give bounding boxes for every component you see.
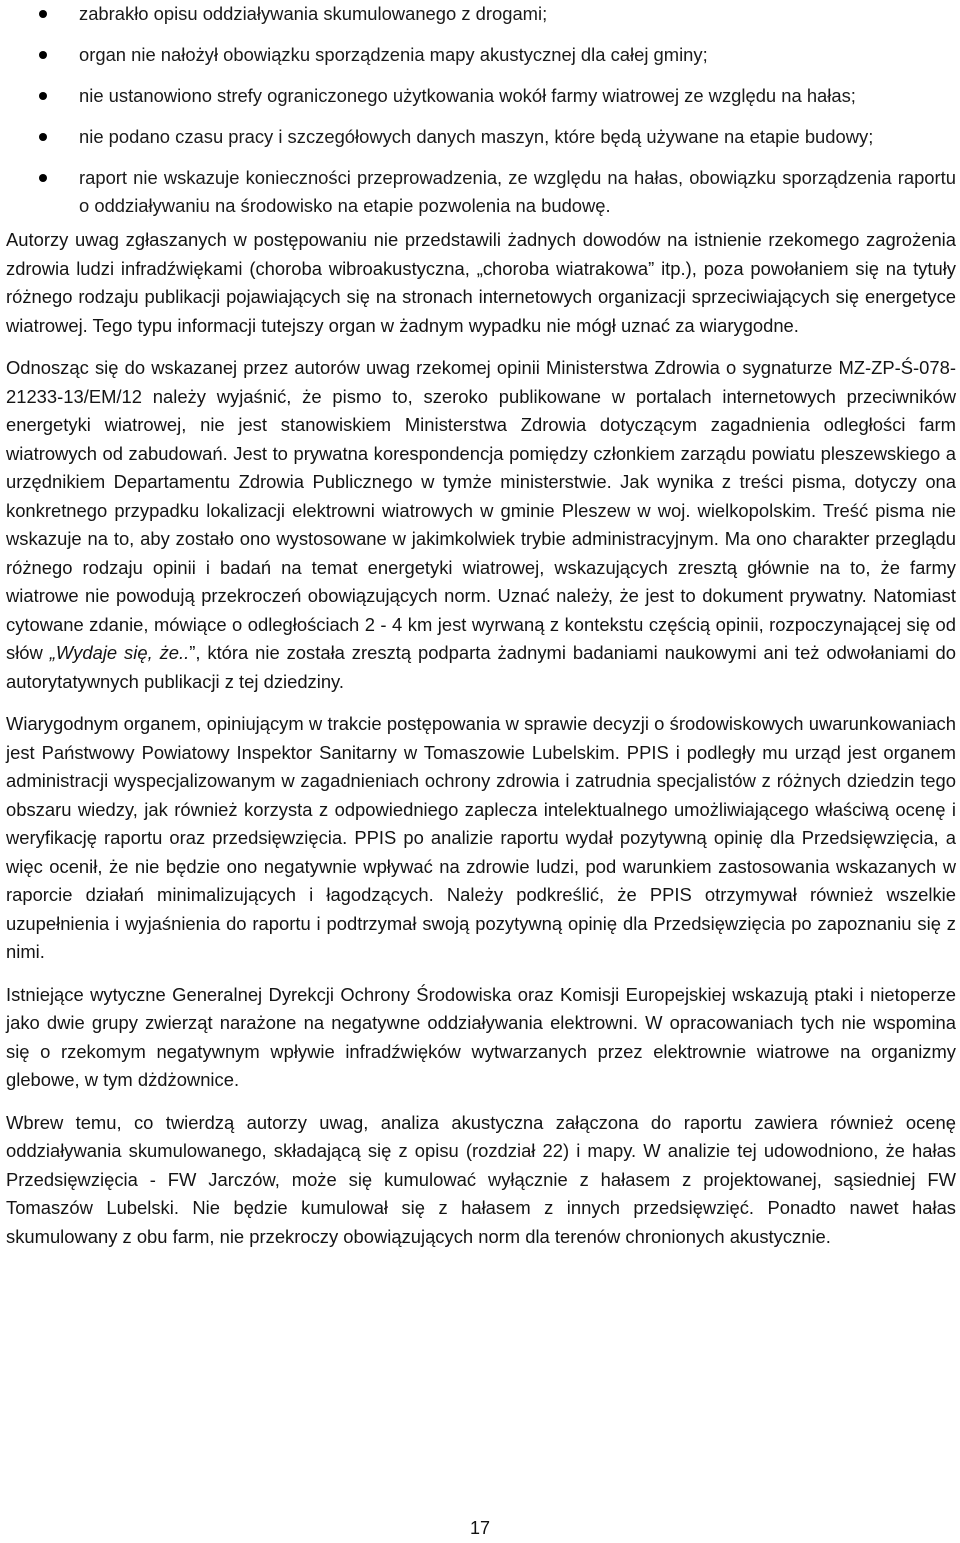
paragraph-guidelines: Istniejące wytyczne Generalnej Dyrekcji Ochrony Środowiska oraz Komisji Europejskiej wskazują ptaki i nietoperze jako dwie grupy zwierząt narażone na negatywne oddziaływania elektrowni. W opracowaniach tych nie wspomina się o rzekomym negatywnym wpływie infradźwięków wytwarzanych przez elektrownie wiatrowe na organizmy glebowe, w tym dżdżownice. — [6, 983, 956, 1090]
list-item — [6, 41, 956, 69]
bullet-icon — [39, 51, 47, 59]
paragraph-ppis-opinion: Wiarygodnym organem, opiniującym w trakcie postępowania w sprawie decyzji o środowiskowych uwarunkowaniach jest Państwowy Powiatowy Inspektor Sanitarny w Tomaszowie Lubelskim. PPIS i podległy mu urząd jest organem administracji wyspecjalizowanym w zagadnieniach ochrony zdrowia i zatrudnia specjalistów z różnych dziedzin tego obszaru wiedzy, jak również korzysta z odpowiedniego zaplecza intelektualnego umożliwiającego właściwą ocenę i weryfikację raportu oraz przedsięwzięcia. PPIS po analizie raportu wydał pozytywną opinię dla Przedsięwzięcia, a więc ocenił, że nie będzie ono negatywnie wpływać na zdrowie ludzi, pod warunkiem zastosowania wskazanych w raporcie działań minimalizujących i łagodzących. Należy podkreślić, że PPIS otrzymywał również wszelkie uzupełnienia i wyjaśnienia do raportu i podtrzymał swoją pozytywną opinię dla Przedsięwzięcia po zapoznaniu się z nimi. — [6, 713, 956, 962]
bullet-icon — [39, 133, 47, 141]
list-item — [6, 164, 956, 220]
list-item — [6, 82, 956, 110]
paragraph-ministry-opinion — [6, 354, 956, 696]
paragraph-acoustic-analysis: Wbrew temu, co twierdzą autorzy uwag, analiza akustyczna załączona do raportu zawiera również ocenę oddziaływania skumulowanego, składającą się z opisu (rozdział 22) i mapy. W analizie tej udowodniono, że hałas Przedsięwzięcia - FW Jarczów, może się kumulować wyłącznie z hałasem z projektowanej, sąsiedniej FW Tomaszów Lubelski. Nie będzie kumulował się z hałasem z innych przedsięwzięć. Ponadto nawet hałas skumulowany z obu farm, nie przekroczy obowiązujących norm dla terenów chronionych akustycznie. — [6, 1111, 956, 1247]
bullet-icon — [39, 10, 47, 18]
paragraph-text: Odnosząc się do wskazanej przez autorów uwag rzekomej opinii Ministerstwa Zdrowia o sygnaturze MZ-ZP-Ś-078-21233-13/EM/12 należy wyjaśnić, że pismo to, szeroko publikowane w portalach internetowych przeciwników energetyki wiatrowej, nie jest stanowiskiem Ministerstwa Zdrowia dotyczącym zagadnienia odległości farm wiatrowych od zabudowań. Jest to prywatna korespondencja pomiędzy członkiem zarządu powiatu pleszewskiego a urzędnikiem Departamentu Zdrowia Publicznego w tymże ministerstwie. Jak wynika z treści pisma, dotyczy ona konkretnego przypadku lokalizacji elektrowni wiatrowych w gminie Pleszew w woj. wielkopolskim. Treść pisma nie wskazuje na to, aby zostało ono wystosowane w jakimkolwiek trybie administracyjnym. Ma ono charakter przeglądu różnego rodzaju opinii i badań na temat energetyki wiatrowej, wskazujących zresztą głównie na to, że farmy wiatrowe nie powodują przekroczeń obowiązujących norm. Uznać należy, że jest to dokument prywatny. Natomiast cytowane zdanie, mówiące o odległościach 2 - 4 km jest wyrwaną z kontekstu częścią opinii, rozpoczynającej się od słów — [6, 357, 956, 663]
list-item-text: nie podano czasu pracy i szczegółowych danych maszyn, które będą używane na etapie budowy; — [79, 126, 874, 147]
quoted-phrase: „Wydaje się, że.. — [49, 642, 190, 663]
page-number: 17 — [469, 1518, 491, 1538]
paragraph-infrasound-evidence: Autorzy uwag zgłaszanych w postępowaniu nie przedstawili żadnych dowodów na istnienie rzekomego zagrożenia zdrowia ludzi infradźwiękami (choroba wibroakustyczna, „choroba wiatrakowa” itp.), poza powołaniem się na tytuły różnego rodzaju publikacji pojawiających się na stronach internetowych organizacji sprzeciwiających się energetyce wiatrowej. Tego typu informacji tutejszy organ w żadnym wypadku nie mógł uznać za wiarygodne. — [6, 229, 956, 336]
list-item-text: raport nie wskazuje konieczności przeprowadzenia, ze względu na hałas, obowiązku sporządzenia raportu o oddziaływaniu na środowisko na etapie pozwolenia na budowę. — [79, 167, 956, 216]
list-item — [6, 123, 956, 151]
bullet-icon — [39, 92, 47, 100]
bullet-icon — [39, 174, 47, 182]
list-item — [6, 0, 956, 28]
list-item-text: organ nie nałożył obowiązku sporządzenia mapy akustycznej dla całej gminy; — [79, 44, 708, 65]
paragraph-text: ”, która nie została zresztą podparta żadnymi badaniami naukowymi ani też odwołaniami do autorytatywnych publikacji z tej dziedziny. — [6, 642, 956, 692]
list-item-text: zabrakło opisu oddziaływania skumulowanego z drogami; — [79, 3, 548, 24]
list-item-text: nie ustanowiono strefy ograniczonego użytkowania wokół farmy wiatrowej ze względu na hałas; — [79, 85, 856, 106]
bullet-list — [6, 0, 956, 220]
